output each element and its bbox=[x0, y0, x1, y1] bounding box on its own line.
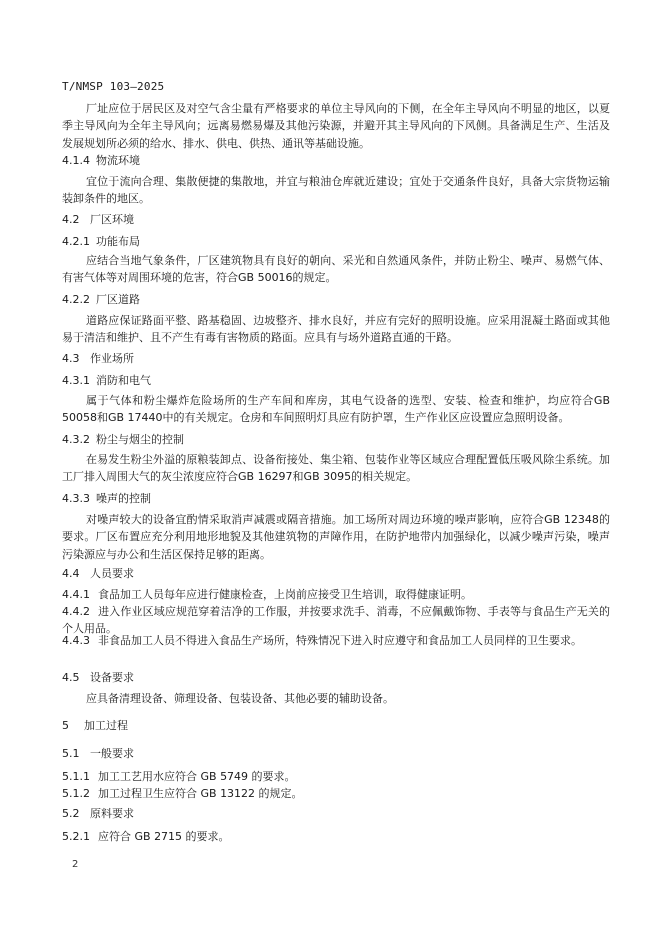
section-4-3-1-heading bbox=[62, 373, 610, 389]
standard-code-header: T/NMSP 103—2025 bbox=[62, 80, 165, 93]
section-5-2-1 bbox=[62, 828, 610, 845]
clause-text: 食品加工人员每年应进行健康检查，上岗前应接受卫生培训，取得健康证明。 bbox=[98, 588, 472, 601]
clause-text: 非食品加工人员不得进入食品生产场所，特殊情况下进入时应遵守和食品加工人员同样的卫生要求。 bbox=[98, 634, 582, 647]
section-4-3-2-heading bbox=[62, 432, 610, 448]
section-number: 4.2.2 bbox=[62, 293, 90, 306]
clause-text: 应符合 GB 2715 的要求。 bbox=[98, 830, 230, 843]
section-4-3-1-body bbox=[62, 392, 610, 427]
section-4-4-1 bbox=[62, 586, 610, 603]
section-number: 4.2 bbox=[62, 213, 80, 226]
section-number: 4.4 bbox=[62, 567, 80, 580]
section-title: 设备要求 bbox=[90, 671, 134, 684]
section-4-1-4-heading bbox=[62, 153, 610, 169]
section-4-3-3-body bbox=[62, 511, 610, 563]
clause-text: 加工过程卫生应符合 GB 13122 的规定。 bbox=[98, 787, 303, 800]
section-4-1-4-body bbox=[62, 173, 610, 208]
section-5-1-1 bbox=[62, 768, 610, 785]
section-paragraph: 对噪声较大的设备宜酌情采取消声减震或隔音措施。加工场所对周边环境的噪声影响，应符合GB 12348的要求。厂区布置应充分利用地形地貌及其他建筑物的声障作用，在防护地带内加强绿化，以减少噪声污染，噪声污染源应与办公和生活区保持足够的距离。 bbox=[62, 513, 610, 561]
section-number: 4.3.2 bbox=[62, 433, 90, 446]
section-paragraph: 宜位于流向合理、集散便捷的集散地，并宜与粮油仓库就近建设；宜处于交通条件良好，具备大宗货物运输装卸条件的地区。 bbox=[62, 175, 610, 206]
section-4-5-body bbox=[62, 690, 610, 707]
section-number: 5.2 bbox=[62, 807, 80, 820]
section-paragraph: 属于气体和粉尘爆炸危险场所的生产车间和库房，其电气设备的选型、安装、检查和维护，均应符合GB 50058和GB 17440中的有关规定。仓房和车间照明灯具应有防护罩，生产作业区应设置应急照明设备。 bbox=[62, 394, 610, 425]
section-5-1-2 bbox=[62, 785, 610, 802]
section-title: 噪声的控制 bbox=[96, 492, 151, 505]
clause-number: 5.1.1 bbox=[62, 770, 90, 783]
section-4-3-3-heading bbox=[62, 491, 610, 507]
chapter-number: 5 bbox=[62, 719, 69, 732]
section-title: 粉尘与烟尘的控制 bbox=[96, 433, 184, 446]
section-4-4-heading bbox=[62, 566, 610, 582]
chapter-title: 加工过程 bbox=[84, 719, 128, 732]
clause-number: 5.1.2 bbox=[62, 787, 90, 800]
section-4-2-2-body bbox=[62, 312, 610, 347]
section-4-5-heading bbox=[62, 670, 610, 686]
section-number: 4.1.4 bbox=[62, 154, 90, 167]
clause-number: 4.4.1 bbox=[62, 588, 90, 601]
section-number: 4.5 bbox=[62, 671, 80, 684]
section-title: 厂区道路 bbox=[96, 293, 140, 306]
section-number: 5.1 bbox=[62, 747, 80, 760]
chapter-5-heading bbox=[62, 718, 610, 734]
section-number: 4.2.1 bbox=[62, 235, 90, 248]
clause-text: 加工工艺用水应符合 GB 5749 的要求。 bbox=[98, 770, 296, 783]
page-number: 2 bbox=[72, 859, 79, 870]
section-paragraph: 应具备清理设备、筛理设备、包装设备、其他必要的辅助设备。 bbox=[86, 692, 394, 705]
intro-paragraph: 厂址应位于居民区及对空气含尘量有严格要求的单位主导风向的下侧，在全年主导风向不明显的地区，以夏季主导风向为全年主导风向；远离易燃易爆及其他污染源，并避开其主导风向的下风侧。具备满足生产、生活及发展规划所必须的给水、排水、供电、供热、通讯等基础设施。 bbox=[62, 102, 610, 150]
clause-text: 进入作业区域应规范穿着洁净的工作服，并按要求洗手、消毒，不应佩戴饰物、手表等与食品生产无关的个人用品。 bbox=[62, 605, 610, 636]
section-4-2-2-heading bbox=[62, 292, 610, 308]
section-number: 4.3.3 bbox=[62, 492, 90, 505]
section-title: 原料要求 bbox=[90, 807, 134, 820]
clause-number: 4.4.2 bbox=[62, 605, 90, 618]
section-4-2-heading bbox=[62, 212, 610, 228]
section-4-2-1-body bbox=[62, 252, 610, 287]
section-title: 消防和电气 bbox=[96, 374, 151, 387]
section-5-2-heading bbox=[62, 806, 610, 822]
section-4-3-heading bbox=[62, 351, 610, 367]
section-number: 4.3.1 bbox=[62, 374, 90, 387]
section-title: 物流环境 bbox=[96, 154, 140, 167]
section-number: 4.3 bbox=[62, 352, 80, 365]
section-title: 功能布局 bbox=[96, 235, 140, 248]
section-title: 一般要求 bbox=[90, 747, 134, 760]
intro-paragraph-block bbox=[62, 100, 610, 152]
section-4-3-2-body bbox=[62, 451, 610, 486]
section-paragraph: 在易发生粉尘外溢的原粮装卸点、设备衔接处、集尘箱、包装作业等区域应合理配置低压吸风除尘系统。加工厂排入周围大气的灰尘浓度应符合GB 16297和GB 3095的相关规定。 bbox=[62, 453, 610, 484]
section-paragraph: 应结合当地气象条件，厂区建筑物具有良好的朝向、采光和自然通风条件，并防止粉尘、噪声、易燃气体、有害气体等对周围环境的危害，符合GB 50016的规定。 bbox=[62, 254, 610, 285]
clause-number: 4.4.3 bbox=[62, 634, 90, 647]
section-title: 厂区环境 bbox=[90, 213, 134, 226]
clause-number: 5.2.1 bbox=[62, 830, 90, 843]
section-paragraph: 道路应保证路面平整、路基稳固、边坡整齐、排水良好，并应有完好的照明设施。应采用混凝土路面或其他易于清洁和维护、且不产生有毒有害物质的路面。应具有与场外道路直通的干路。 bbox=[62, 314, 610, 345]
section-4-4-3 bbox=[62, 632, 610, 649]
section-4-2-1-heading bbox=[62, 234, 610, 250]
section-title: 人员要求 bbox=[90, 567, 134, 580]
section-5-1-heading bbox=[62, 746, 610, 762]
section-title: 作业场所 bbox=[90, 352, 134, 365]
